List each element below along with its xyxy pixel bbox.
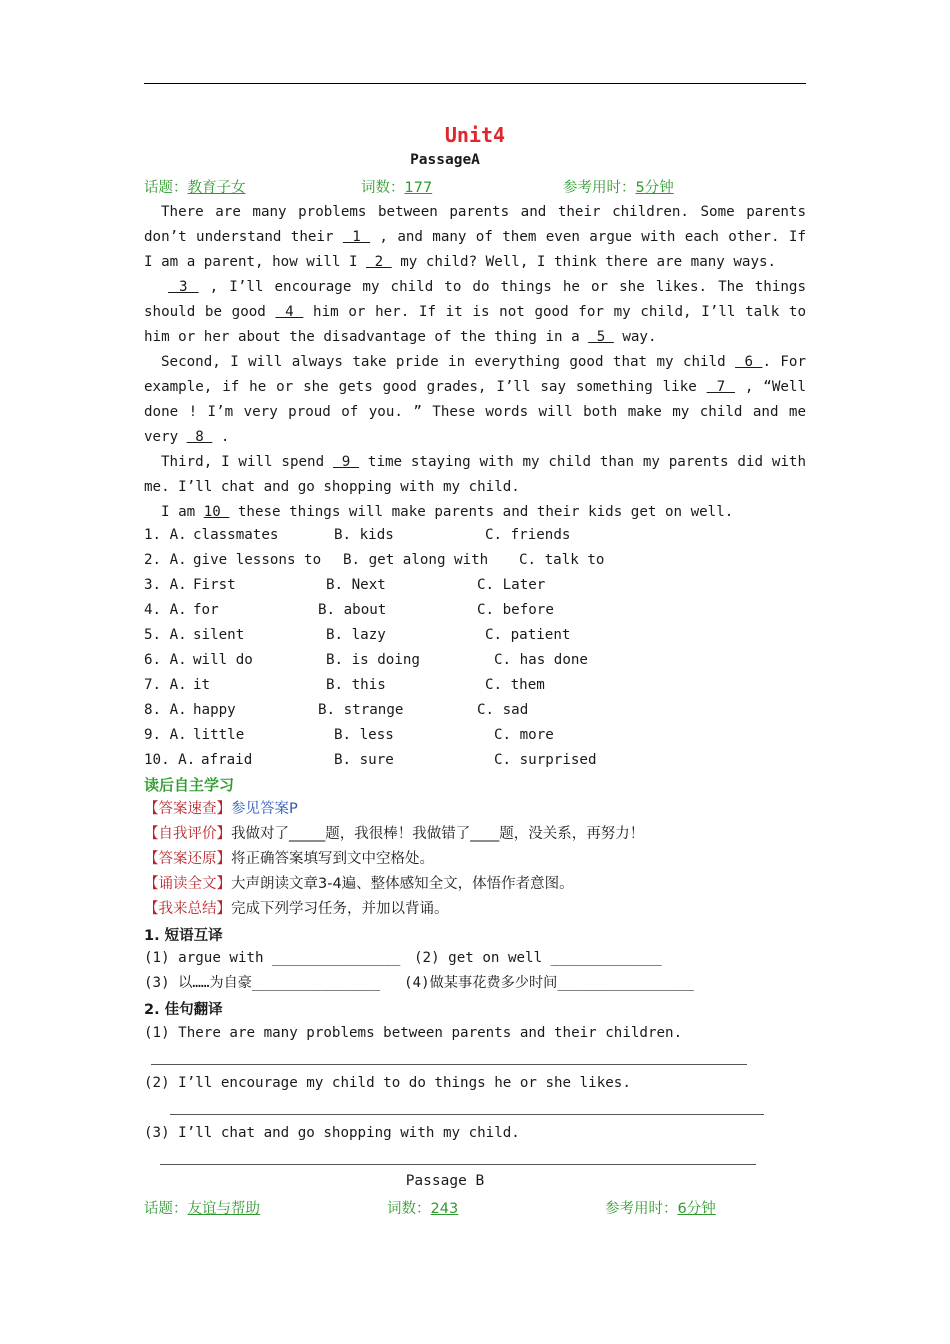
unit-title: Unit4 [444,123,506,147]
passage-a-title: PassageA [410,152,480,168]
passage-a-body [144,200,806,525]
passage-a-time: 参考用时：5分钟 [563,180,674,196]
answer-restore-line: 【答案还原】将正确答案填写到文中空格处。 [144,851,434,867]
paragraph-2: Second, I will always take pride in everything good that my child 6 . For example, if he or she gets good grades, I’ll say something like 7 , “Well done ! I’m very proud of you. ” These words will both make my child and me very 8 . [144,354,807,445]
self-eval-line: 【自我评价】我做对了_____题，我很棒！我做错了____题，没关系，再努力！ [144,826,645,842]
passage-b-time: 参考用时：6分钟 [605,1201,716,1217]
blank-3: 3 [168,279,199,295]
blank-10: 10 [203,504,230,520]
blank-2: 2 [366,254,392,270]
passage-b-topic: 话题：友谊与帮助 [144,1201,260,1217]
paragraph-3: Third, I will spend 9 time staying with my child than my parents did with me. I’ll chat and go shopping with my child. [144,454,806,495]
passage-a-topic: 话题：教育子女 [144,180,246,196]
sentence-translation-heading: 2. 佳句翻译 [144,1002,223,1018]
blank-4: 4 [275,304,304,320]
passage-b-title: Passage B [405,1173,485,1189]
sentence-3: (3) I’ll chat and go shopping with my child. [144,1125,520,1141]
blank-5: 5 [588,329,614,345]
passage-a-words: 词数：177 [361,180,433,196]
self-study-heading: 读后自主学习 [144,776,235,794]
blank-8: 8 [186,429,213,445]
sentence-2: (2) I’ll encourage my child to do things he or she likes. [144,1075,631,1091]
blank-9: 9 [332,454,360,470]
phrase-3: (3) 以……为自豪_______________ [144,975,381,991]
read-aloud-line: 【诵读全文】大声朗读文章3-4遍、整体感知全文，体悟作者意图。 [144,876,574,892]
header-rule [144,83,806,84]
phrase-translation-heading: 1. 短语互译 [144,928,223,944]
answer-line-2 [170,1114,764,1115]
answer-check-line: 【答案速查】参见答案P [144,801,298,817]
phrase-4: (4)做某事花费多少时间________________ [404,975,694,991]
answer-line-1 [151,1064,747,1065]
answer-line-3 [160,1164,756,1165]
paragraph-1: There are many problems between parents and their children. Some parents don’t understand their 1 , and many of them even argue with each other. If I am a parent, how will I 2 my child? Well, I think there are many ways. 3 , I’ll encourage my child to do things he or she likes. The things should be good 4 him or her. If it is not good for my child, I’ll talk to him or her about the disadvantage of the thing in a 5 way. [144,204,806,345]
phrase-2: (2) get on well _____________ [414,950,662,966]
paragraph-4: I am 10 these things will make parents and their kids get on well. [161,504,734,520]
passage-b-words: 词数：243 [387,1201,459,1217]
blank-7: 7 [706,379,735,395]
summary-line: 【我来总结】完成下列学习任务，并加以背诵。 [144,901,449,917]
sentence-1: (1) There are many problems between parents and their children. [144,1025,683,1041]
blank-6: 6 [735,354,763,370]
blank-1: 1 [342,229,371,245]
phrase-1: (1) argue with _______________ [144,950,401,966]
